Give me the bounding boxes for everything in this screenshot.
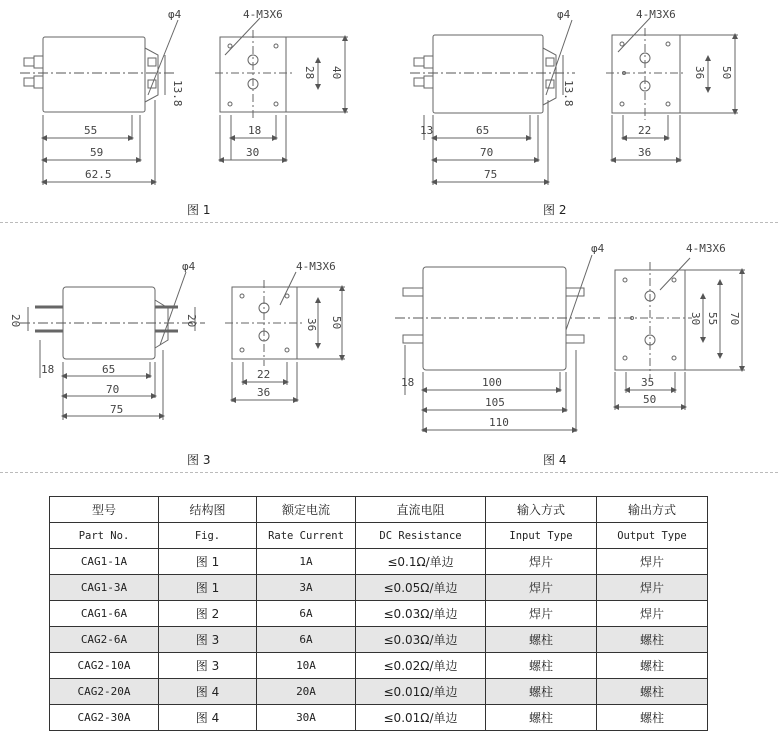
- figure-4-caption: 图 4: [543, 453, 567, 467]
- fig2-hole-label: φ4: [557, 8, 571, 21]
- table-row: [50, 705, 708, 731]
- cell-part: CAG2-6A: [50, 627, 159, 653]
- cell-current: 20A: [257, 679, 356, 705]
- fig3-dim-18: 18: [41, 363, 55, 376]
- fig3-dim-75: 75: [110, 403, 124, 416]
- fig1-dim-55: 55: [84, 124, 98, 137]
- cell-part: CAG1-1A: [50, 549, 159, 575]
- cell-part: CAG2-20A: [50, 679, 159, 705]
- table-row: [50, 575, 708, 601]
- header-row-en: [50, 523, 708, 549]
- cell-output: 螺柱: [597, 705, 708, 731]
- cell-resistance: ≤0.05Ω/单边: [356, 575, 486, 601]
- fig4-dim-55: 55: [706, 312, 719, 326]
- cell-resistance: ≤0.02Ω/单边: [356, 653, 486, 679]
- fig3-dim-22: 22: [257, 368, 271, 381]
- cell-fig: 图 1: [159, 575, 257, 601]
- fig1-dim-30: 30: [246, 146, 260, 159]
- table-row: [50, 679, 708, 705]
- spec-table: [49, 496, 708, 731]
- fig2-dim-13: 13: [420, 124, 434, 137]
- fig2-front-body: [612, 35, 680, 113]
- cell-part: CAG1-6A: [50, 601, 159, 627]
- cell-fig: 图 2: [159, 601, 257, 627]
- fig1-tab-bottom: [24, 78, 34, 86]
- fig2-dim-13-8: 13.8: [562, 80, 575, 107]
- cell-fig: 图 1: [159, 549, 257, 575]
- header-input-en: Input Type: [486, 523, 597, 549]
- table-row: [50, 653, 708, 679]
- cell-output: 螺柱: [597, 679, 708, 705]
- fig1-dim-40: 40: [330, 66, 343, 80]
- cell-resistance: ≤0.01Ω/单边: [356, 705, 486, 731]
- cell-part: CAG2-30A: [50, 705, 159, 731]
- cell-input: 螺柱: [486, 653, 597, 679]
- cell-output: 螺柱: [597, 627, 708, 653]
- cell-resistance: ≤0.03Ω/单边: [356, 601, 486, 627]
- fig4-dim-100: 100: [482, 376, 502, 389]
- cell-resistance: ≤0.1Ω/单边: [356, 549, 486, 575]
- fig4-hole-label: φ4: [591, 242, 605, 255]
- header-fig-en: Fig.: [159, 523, 257, 549]
- cell-input: 螺柱: [486, 627, 597, 653]
- fig2-dim-70: 70: [480, 146, 494, 159]
- fig1-dim-59: 59: [90, 146, 104, 159]
- header-resistance-zh: 直流电阻: [356, 497, 486, 523]
- fig1-dim-62-5: 62.5: [85, 168, 112, 181]
- cell-current: 6A: [257, 601, 356, 627]
- fig4-dim-18: 18: [401, 376, 415, 389]
- divider: [0, 222, 778, 223]
- cell-fig: 图 3: [159, 627, 257, 653]
- cell-fig: 图 4: [159, 679, 257, 705]
- header-part-en: Part No.: [50, 523, 159, 549]
- header-output-zh: 输出方式: [597, 497, 708, 523]
- header-row-zh: [50, 497, 708, 523]
- fig2-side-body: [433, 35, 543, 113]
- cell-part: CAG1-3A: [50, 575, 159, 601]
- fig3-hole-label: φ4: [182, 260, 196, 273]
- fig1-screw-label: 4-M3X6: [243, 8, 283, 21]
- cell-resistance: ≤0.03Ω/单边: [356, 627, 486, 653]
- figure-1-caption: 图 1: [187, 203, 211, 217]
- fig3-dim-20-left: 20: [9, 314, 22, 328]
- fig3-dim-70: 70: [106, 383, 120, 396]
- figure-2-caption: 图 2: [543, 203, 567, 217]
- cell-input: 焊片: [486, 601, 597, 627]
- header-input-zh: 输入方式: [486, 497, 597, 523]
- cell-output: 焊片: [597, 575, 708, 601]
- cell-input: 焊片: [486, 549, 597, 575]
- fig2-dim-50: 50: [720, 66, 733, 80]
- fig3-dim-36: 36: [257, 386, 271, 399]
- fig4-screw-label: 4-M3X6: [686, 242, 726, 255]
- header-output-en: Output Type: [597, 523, 708, 549]
- fig4-dim-50: 50: [643, 393, 657, 406]
- figure-4-drawing: [395, 255, 745, 432]
- cell-fig: 图 3: [159, 653, 257, 679]
- fig2-dim-22: 22: [638, 124, 652, 137]
- fig1-dim-28: 28: [303, 66, 316, 80]
- fig3-dim-50: 50: [330, 316, 343, 330]
- figure-3-drawing: [20, 272, 345, 420]
- fig2-dim-36: 36: [638, 146, 652, 159]
- cell-output: 焊片: [597, 601, 708, 627]
- header-part-zh: 型号: [50, 497, 159, 523]
- fig2-dim-75: 75: [484, 168, 498, 181]
- table-row: [50, 627, 708, 653]
- cell-resistance: ≤0.01Ω/单边: [356, 679, 486, 705]
- fig2-dim-65: 65: [476, 124, 490, 137]
- fig1-tab-top: [24, 58, 34, 66]
- table-row: [50, 549, 708, 575]
- fig2-dim-36-v: 36: [693, 66, 706, 80]
- header-current-en: Rate Current: [257, 523, 356, 549]
- cell-current: 3A: [257, 575, 356, 601]
- cell-current: 30A: [257, 705, 356, 731]
- cell-input: 焊片: [486, 575, 597, 601]
- header-current-zh: 额定电流: [257, 497, 356, 523]
- header-fig-zh: 结构图: [159, 497, 257, 523]
- cell-output: 焊片: [597, 549, 708, 575]
- fig4-dim-105: 105: [485, 396, 505, 409]
- divider: [0, 472, 778, 473]
- cell-output: 螺柱: [597, 653, 708, 679]
- figure-3-caption: 图 3: [187, 453, 211, 467]
- fig3-screw-label: 4-M3X6: [296, 260, 336, 273]
- fig4-dim-70: 70: [728, 312, 741, 326]
- fig3-dim-65: 65: [102, 363, 116, 376]
- fig4-dim-110: 110: [489, 416, 509, 429]
- cell-current: 1A: [257, 549, 356, 575]
- fig3-dim-36-v: 36: [305, 318, 318, 332]
- cell-fig: 图 4: [159, 705, 257, 731]
- header-resistance-en: DC Resistance: [356, 523, 486, 549]
- cell-input: 螺柱: [486, 679, 597, 705]
- fig4-dim-35: 35: [641, 376, 655, 389]
- cell-current: 6A: [257, 627, 356, 653]
- fig4-dim-30: 30: [689, 312, 702, 326]
- fig1-hole-label: φ4: [168, 8, 182, 21]
- table-row: [50, 601, 708, 627]
- cell-current: 10A: [257, 653, 356, 679]
- fig3-dim-20-right: 20: [185, 314, 198, 328]
- fig2-screw-label: 4-M3X6: [636, 8, 676, 21]
- fig1-dim-18: 18: [248, 124, 262, 137]
- cell-input: 螺柱: [486, 705, 597, 731]
- cell-part: CAG2-10A: [50, 653, 159, 679]
- fig1-side-body: [43, 37, 145, 112]
- fig1-dim-13-8: 13.8: [171, 80, 184, 107]
